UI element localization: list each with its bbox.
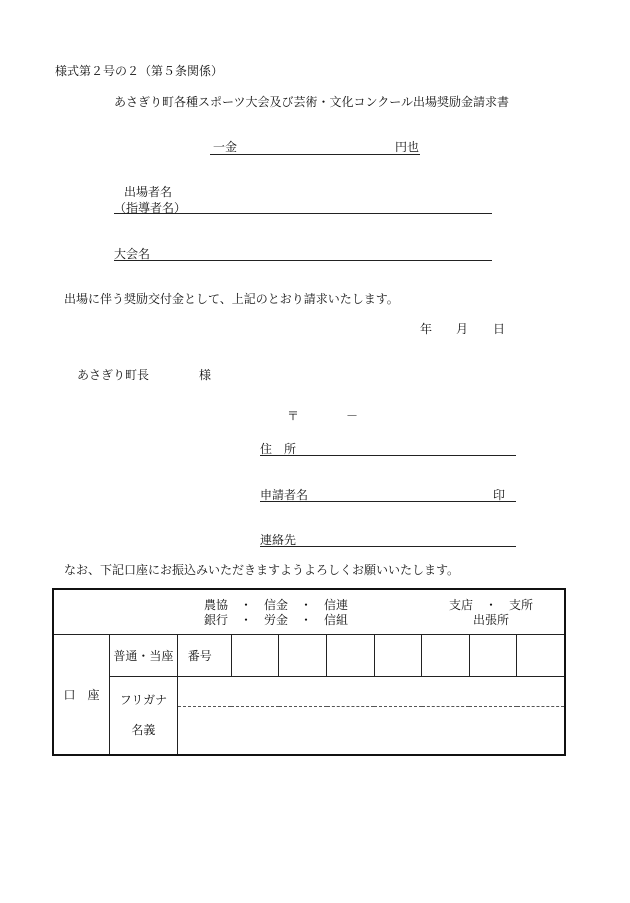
bank-institution-cell [53, 589, 565, 635]
account-number-digit[interactable] [517, 635, 565, 677]
date-day: 日 [493, 322, 506, 336]
amount-underline [210, 154, 420, 155]
participant-field[interactable] [114, 213, 492, 214]
amount-suffix: 円也 [395, 140, 420, 154]
event-field[interactable] [114, 260, 492, 261]
branch-types-line1: 支店 ・ 支所 [449, 598, 534, 612]
participant-label: 出場者名 [124, 185, 173, 199]
account-type-label: 普通・当座 [110, 635, 178, 677]
address-field[interactable] [260, 455, 516, 456]
request-statement: 出場に伴う奨励交付金として、上記のとおり請求いたします。 [64, 292, 399, 306]
account-number-digit[interactable] [374, 635, 422, 677]
form-number: 様式第２号の２（第５条関係） [55, 64, 224, 78]
postal-dash: － [346, 409, 359, 423]
addressee-name: あさぎり町長 [77, 368, 150, 382]
holder-label: 名義 [131, 723, 156, 738]
contact-field[interactable] [260, 546, 516, 547]
event-label: 大会名 [114, 247, 151, 261]
document-title: あさぎり町各種スポーツ大会及び芸術・文化コンクール出場奨励金請求書 [114, 95, 510, 109]
bank-account-table [52, 588, 566, 756]
institution-types-line2: 銀行 ・ 労金 ・ 信組 [204, 613, 349, 627]
postal-mark: 〒 [287, 409, 300, 423]
furigana-label: フリガナ [119, 693, 168, 708]
address-label: 住 所 [260, 442, 297, 456]
account-number-digit[interactable] [231, 635, 279, 677]
contact-label: 連絡先 [260, 533, 297, 547]
holder-name-field[interactable] [177, 707, 565, 755]
holder-labels [110, 677, 178, 755]
seal-mark: 印 [493, 488, 506, 502]
furigana-field[interactable] [177, 677, 565, 707]
addressee-honorific: 様 [199, 368, 212, 382]
date-month: 月 [456, 322, 469, 336]
leader-label: （指導者名） [114, 201, 187, 215]
date-year: 年 [420, 322, 433, 336]
institution-types-line1: 農協 ・ 信金 ・ 信連 [204, 598, 349, 612]
account-number-label: 番号 [177, 635, 231, 677]
transfer-note: なお、下記口座にお振込みいただきますようよろしくお願いいたします。 [64, 563, 460, 577]
account-label: 口 座 [53, 635, 110, 755]
applicant-name-field[interactable] [260, 501, 516, 502]
branch-types-line2: 出張所 [473, 613, 510, 627]
account-number-digit[interactable] [327, 635, 375, 677]
account-number-digit[interactable] [279, 635, 327, 677]
applicant-name-label: 申請者名 [260, 488, 309, 502]
account-number-digit[interactable] [469, 635, 517, 677]
account-number-digit[interactable] [422, 635, 470, 677]
amount-prefix: 一金 [213, 140, 238, 154]
